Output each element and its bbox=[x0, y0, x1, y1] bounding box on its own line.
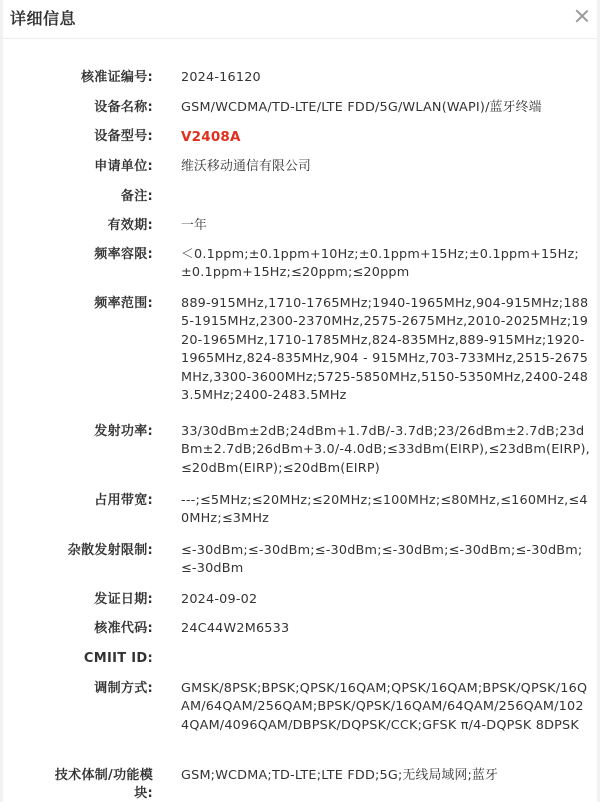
field-value: ＜0.1ppm;±0.1ppm+10Hz;±0.1ppm+15Hz;±0.1ppm+15Hz;±0.1ppm+15Hz;≤20ppm;≤20ppm bbox=[181, 247, 579, 281]
field-value: 2024-16120 bbox=[181, 70, 261, 85]
field-label: 技术体制/功能模块: bbox=[54, 768, 153, 801]
field-value: 24C44W2M6533 bbox=[181, 621, 290, 636]
field-value: 2024-09-02 bbox=[181, 592, 258, 607]
field-value: GSM;WCDMA;TD-LTE;LTE FDD;5G;无线局域网;蓝牙 bbox=[181, 768, 498, 783]
field-label: 调制方式: bbox=[94, 681, 153, 696]
field-label: 占用带宽: bbox=[94, 493, 153, 508]
field-value: 维沃移动通信有限公司 bbox=[181, 159, 311, 174]
field-value: GMSK/8PSK;BPSK;QPSK/16QAM;QPSK/16QAM;BPSK/QPSK/16QAM/64QAM/256QAM;BPSK/QPSK/16QAM/64QAM/256QAM/1024QAM/4096QAM/DBPSK/DQPSK/CCK;GFSK π/4-DQPSK 8DPSK bbox=[181, 681, 588, 733]
field-label: 设备型号: bbox=[94, 129, 153, 144]
field-label: 杂散发射限制: bbox=[67, 543, 153, 558]
close-icon[interactable] bbox=[574, 8, 590, 24]
field-value: 一年 bbox=[181, 218, 207, 233]
field-label: 核准证编号: bbox=[81, 70, 153, 85]
field-value: 889-915MHz,1710-1765MHz;1940-1965MHz,904-915MHz;1885-1915MHz,2300-2370MHz,2575-2675MHz,2010-2025MHz;1920-1965MHz,1710-1785MHz,824-835MHz,889-915MHz;1920-1965MHz,824-835MHz,904 - 915MHz,703-733MHz,2515-2675MHz,3300-3600MHz;5725-5850MHz,5150-5350MHz,2400-2483.5MHz;2400-2483.5MHz bbox=[181, 296, 589, 404]
field-label: 核准代码: bbox=[94, 621, 153, 636]
field-value: GSM/WCDMA/TD-LTE/LTE FDD/5G/WLAN(WAPI)/蓝牙终端 bbox=[181, 100, 542, 115]
dialog-title: 详细信息 bbox=[10, 9, 77, 28]
field-label: 设备名称: bbox=[94, 100, 153, 115]
field-value: 33/30dBm±2dB;24dBm+1.7dB/-3.7dB;23/26dBm±2.7dB;23dBm±2.7dB;26dBm+3.0/-4.0dB;≤33dBm(EIRP),≤23dBm(EIRP),≤20dBm(EIRP);≤20dBm(EIRP) bbox=[181, 424, 590, 476]
field-label: 申请单位: bbox=[94, 159, 153, 174]
field-label: 备注: bbox=[120, 189, 153, 204]
field-value: ---;≤5MHz;≤20MHz;≤20MHz;≤100MHz;≤80MHz,≤160MHz,≤40MHz;≤3MHz bbox=[181, 493, 588, 527]
field-label: 频率范围: bbox=[94, 296, 153, 311]
field-value: V2408A bbox=[181, 129, 241, 145]
field-label: 频率容限: bbox=[94, 247, 153, 262]
field-value: ≤-30dBm;≤-30dBm;≤-30dBm;≤-30dBm;≤-30dBm;≤-30dBm;≤-30dBm bbox=[181, 543, 583, 577]
field-label: 发射功率: bbox=[94, 424, 153, 439]
dialog-header bbox=[0, 0, 600, 39]
field-label: 有效期: bbox=[107, 218, 153, 233]
field-label: CMIIT ID: bbox=[83, 651, 153, 666]
field-label: 发证日期: bbox=[94, 592, 153, 607]
